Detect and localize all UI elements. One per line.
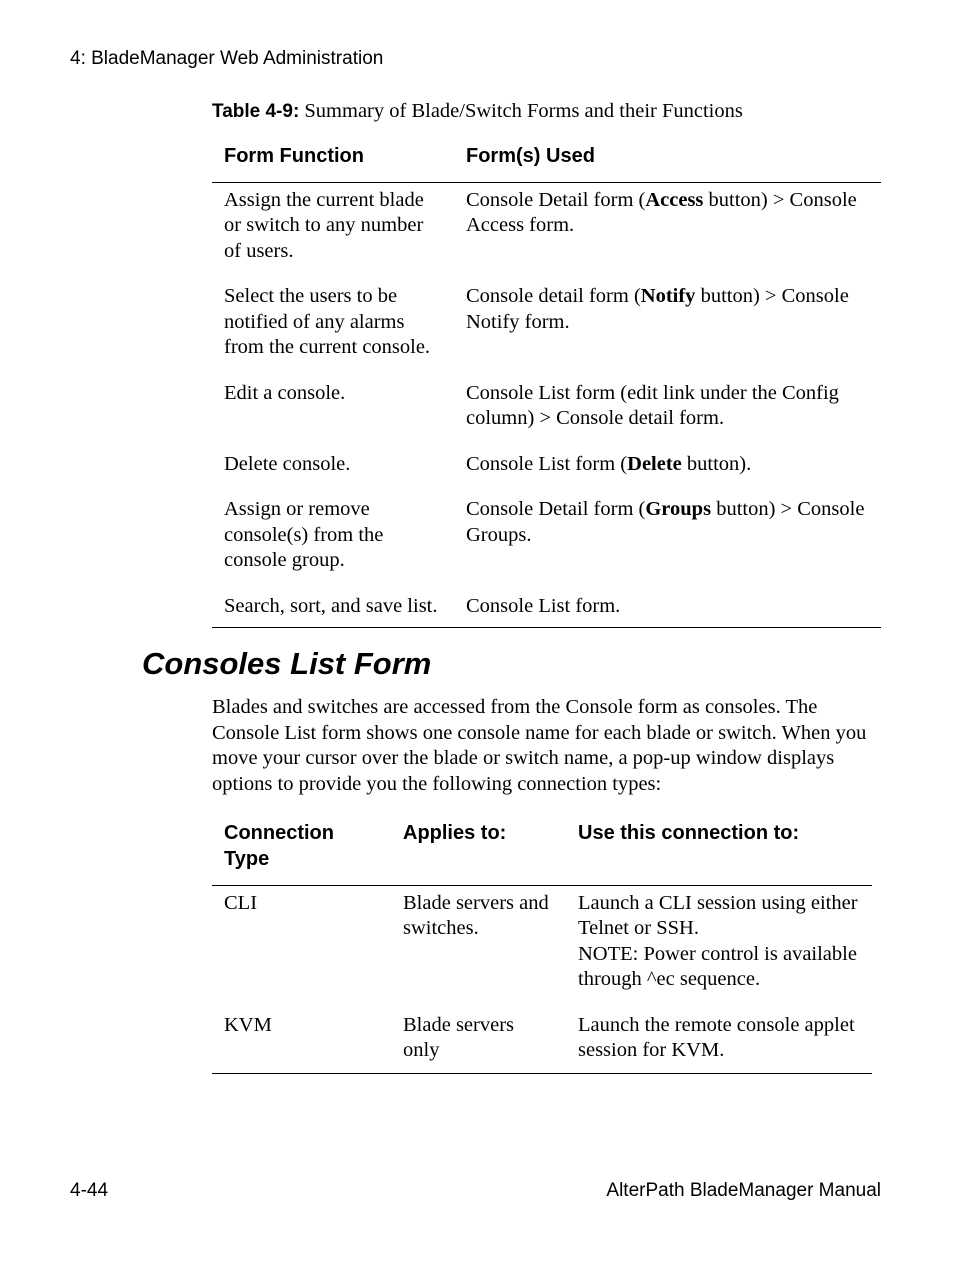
connection-type-cell: CLI: [224, 891, 258, 914]
applies-to-cell: Blade servers and switches.: [403, 891, 549, 939]
use-connection-cell: [566, 885, 872, 1008]
forms-used-cell: [454, 182, 881, 279]
form-function-cell: Select the users to be notified of any alarms from the current console.: [224, 285, 431, 358]
forms-used-cell: [454, 279, 881, 376]
use-note: NOTE: Power control is available through ^ec sequence.: [578, 942, 857, 990]
column-header-use-connection: Use this connection to:: [578, 822, 800, 844]
button-name: Access: [645, 188, 704, 211]
table-row: [212, 447, 881, 493]
forms-used-text: button) > Console Groups.: [466, 498, 865, 546]
table-header-row: [212, 143, 881, 182]
forms-used-text: Console Detail form (: [466, 498, 646, 520]
forms-used-text: button).: [681, 452, 752, 475]
form-function-cell: Assign or remove console(s) from the console group.: [224, 498, 384, 571]
use-description: Launch the remote console applet session for KVM.: [578, 1013, 855, 1061]
table-caption-label: Table 4-9:: [212, 101, 300, 122]
forms-used-text: Console detail form (: [466, 285, 641, 307]
form-function-cell: Search, sort, and save list.: [224, 594, 438, 617]
form-function-cell: Edit a console.: [224, 381, 346, 404]
table-row: [212, 492, 881, 589]
forms-used-text: Console List form (edit link under the Config column) > Console detail form.: [466, 381, 839, 429]
forms-used-text: button) > Console Access form.: [466, 188, 857, 236]
forms-used-text: Console List form (: [466, 452, 628, 475]
forms-used-text: Console Detail form (: [466, 188, 646, 211]
forms-used-cell: [454, 589, 881, 628]
button-name: Delete: [627, 452, 682, 475]
forms-used-text: Console List form.: [466, 594, 621, 617]
form-function-cell: Delete console.: [224, 452, 351, 475]
button-name: Groups: [645, 498, 712, 520]
forms-used-cell: [454, 447, 881, 493]
column-header-form-function: Form Function: [224, 145, 364, 167]
running-header: 4: BladeManager Web Administration: [70, 48, 384, 69]
page-number: 4-44: [70, 1180, 109, 1201]
forms-used-cell: [454, 376, 881, 447]
column-header-forms-used: Form(s) Used: [466, 145, 595, 167]
forms-used-cell: [454, 492, 881, 589]
section-heading: Consoles List Form: [142, 646, 432, 681]
table-caption: [212, 100, 743, 123]
column-header-connection-type: Connection Type: [224, 822, 334, 870]
applies-to-cell: Blade servers only: [403, 1013, 514, 1061]
button-name: Notify: [640, 285, 696, 307]
table-row: [212, 376, 881, 447]
use-description: Launch a CLI session using either Telnet or SSH.: [578, 891, 858, 939]
manual-title: AlterPath BladeManager Manual: [606, 1180, 881, 1201]
table-header-row: [212, 820, 872, 885]
body-paragraph: Blades and switches are accessed from the Console form as consoles. The Console List form shows one console name for each blade or switch. When you move your cursor over the blade or switch name, a pop-up window displays options to provide you the following connection types:: [212, 696, 867, 795]
form-function-cell: Assign the current blade or switch to any number of users.: [224, 188, 424, 262]
connection-type-cell: KVM: [224, 1013, 272, 1036]
table-row: [212, 279, 881, 376]
table-row: [212, 182, 881, 279]
table-caption-text: Summary of Blade/Switch Forms and their Functions: [299, 100, 743, 122]
connection-types-table: [212, 820, 872, 1074]
table-row: [212, 589, 881, 628]
table-row: [212, 1008, 872, 1074]
forms-used-text: button) > Console Notify form.: [466, 285, 849, 333]
forms-functions-table: [212, 143, 881, 628]
column-header-applies-to: Applies to:: [403, 822, 507, 844]
table-row: [212, 885, 872, 1008]
use-connection-cell: [566, 1008, 872, 1074]
